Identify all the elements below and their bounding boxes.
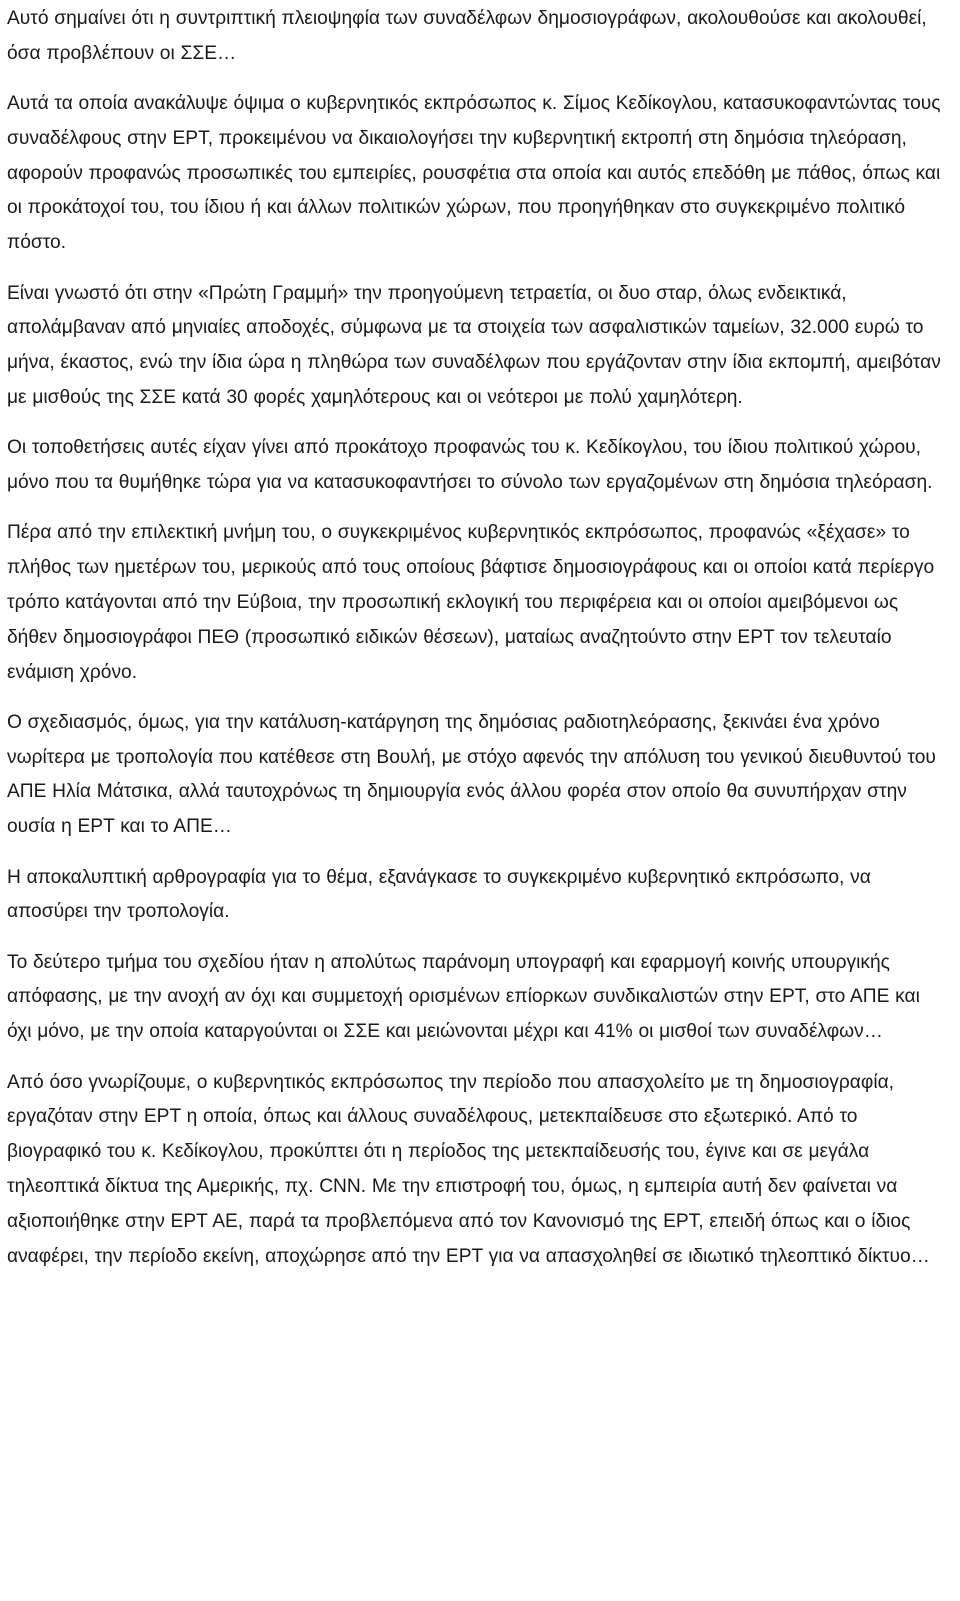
paragraph-7: Η αποκαλυπτική αρθρογραφία για το θέμα, εξανάγκασε το συγκεκριμένο κυβερνητικό εκπρόσωπο, να αποσύρει την τροπολογία. (7, 866, 871, 923)
paragraph-2: Αυτά τα οποία ανακάλυψε όψιμα ο κυβερνητικός εκπρόσωπος κ. Σίμος Κεδίκογλου, κατασυκοφαντώντας τους συναδέλφους στην ΕΡΤ, προκειμένου να δικαιολογήσει την κυβερνητική εκτροπή στη δημόσια τηλεόραση, αφορούν προφανώς προσωπικές του εμπειρίες, ρουσφέτια στα οποία και αυτός επεδόθη με πάθος, όπως και οι προκάτοχοί του, του ίδιου ή και άλλων πολιτικών χώρων, που προηγήθηκαν στο συγκεκριμένο πολιτικό πόστο. (7, 93, 941, 254)
paragraph-5: Πέρα από την επιλεκτική μνήμη του, ο συγκεκριμένος κυβερνητικός εκπρόσωπος, προφανώς «ξέχασε» το πλήθος των ημετέρων του, μερικούς από τους οποίους βάφτισε δημοσιογράφους και οι οποίοι κατά περίεργο τρόπο κατάγονται από την Εύβοια, την προσωπική εκλογική του περιφέρεια και οι οποίοι αμειβόμενοι ως δήθεν δημοσιογράφοι ΠΕΘ (προσωπικό ειδικών θέσεων), ματαίως αναζητούντο στην ΕΡΤ τον τελευταίο ενάμιση χρόνο. (7, 522, 935, 683)
paragraph-9: Από όσο γνωρίζουμε, ο κυβερνητικός εκπρόσωπος την περίοδο που απασχολείτο με τη δημοσιογραφία, εργαζόταν στην ΕΡΤ η οποία, όπως και άλλους συναδέλφους, μετεκπαίδευσε στο εξωτερικό. Από το βιογραφικό του κ. Κεδίκογλου, προκύπτει ότι η περίοδος της μετεκπαίδευσής του, έγινε και σε μεγάλα τηλεοπτικά δίκτυα της Αμερικής, πχ. CNN. Με την επιστροφή του, όμως, η εμπειρία αυτή δεν φαίνεται να αξιοποιήθηκε στην ΕΡΤ ΑΕ, παρά τα προβλεπόμενα από τον Κανονισμό της ΕΡΤ, επειδή όπως και ο ίδιος αναφέρει, την περίοδο εκείνη, αποχώρησε από την ΕΡΤ για να απασχοληθεί σε ιδιωτικό τηλεοπτικό δίκτυο… (7, 1071, 930, 1267)
paragraph-6: Ο σχεδιασμός, όμως, για την κατάλυση-κατάργηση της δημόσιας ραδιοτηλεόρασης, ξεκινάει ένα χρόνο νωρίτερα με τροπολογία που κατέθεσε στη Βουλή, με στόχο αφενός την απόλυση του γενικού διευθυντού του ΑΠΕ Ηλία Μάτσικα, αλλά ταυτοχρόνως τη δημιουργία ενός άλλου φορέα στον οποίο θα συνυπήρχαν στην ουσία η ΕΡΤ και το ΑΠΕ… (7, 711, 936, 838)
paragraph-8: Το δεύτερο τμήμα του σχεδίου ήταν η απολύτως παράνομη υπογραφή και εφαρμογή κοινής υπουργικής απόφασης, με την ανοχή αν όχι και συμμετοχή ορισμένων επίορκων συνδικαλιστών στην ΕΡΤ, στο ΑΠΕ και όχι μόνο, με την οποία καταργούνται οι ΣΣΕ και μειώνονται μέχρι και 41% οι μισθοί των συναδέλφων… (7, 951, 920, 1043)
paragraph-1: Αυτό σημαίνει ότι η συντριπτική πλειοψηφία των συναδέλφων δημοσιογράφων, ακολουθούσε και ακολουθεί, όσα προβλέπουν οι ΣΣΕ… (7, 8, 927, 64)
paragraph-4: Οι τοποθετήσεις αυτές είχαν γίνει από προκάτοχο προφανώς του κ. Κεδίκογλου, του ίδιου πολιτικού χώρου, μόνο που τα θυμήθηκε τώρα για να κατασυκοφαντήσει το σύνολο των εργαζομένων στη δημόσια τηλεόραση. (7, 437, 933, 494)
paragraph-3: Είναι γνωστό ότι στην «Πρώτη Γραμμή» την προηγούμενη τετραετία, οι δυο σταρ, όλως ενδεικτικά, απολάμβαναν από μηνιαίες αποδοχές, σύμφωνα με τα στοιχεία των ασφαλιστικών ταμείων, 32.000 ευρώ το μήνα, έκαστος, ενώ την ίδια ώρα η πληθώρα των συναδέλφων που εργάζονταν στην ίδια εκπομπή, αμειβόταν με μισθούς της ΣΣΕ κατά 30 φορές χαμηλότερους και οι νεότεροι με πολύ χαμηλότερη. (7, 282, 941, 408)
